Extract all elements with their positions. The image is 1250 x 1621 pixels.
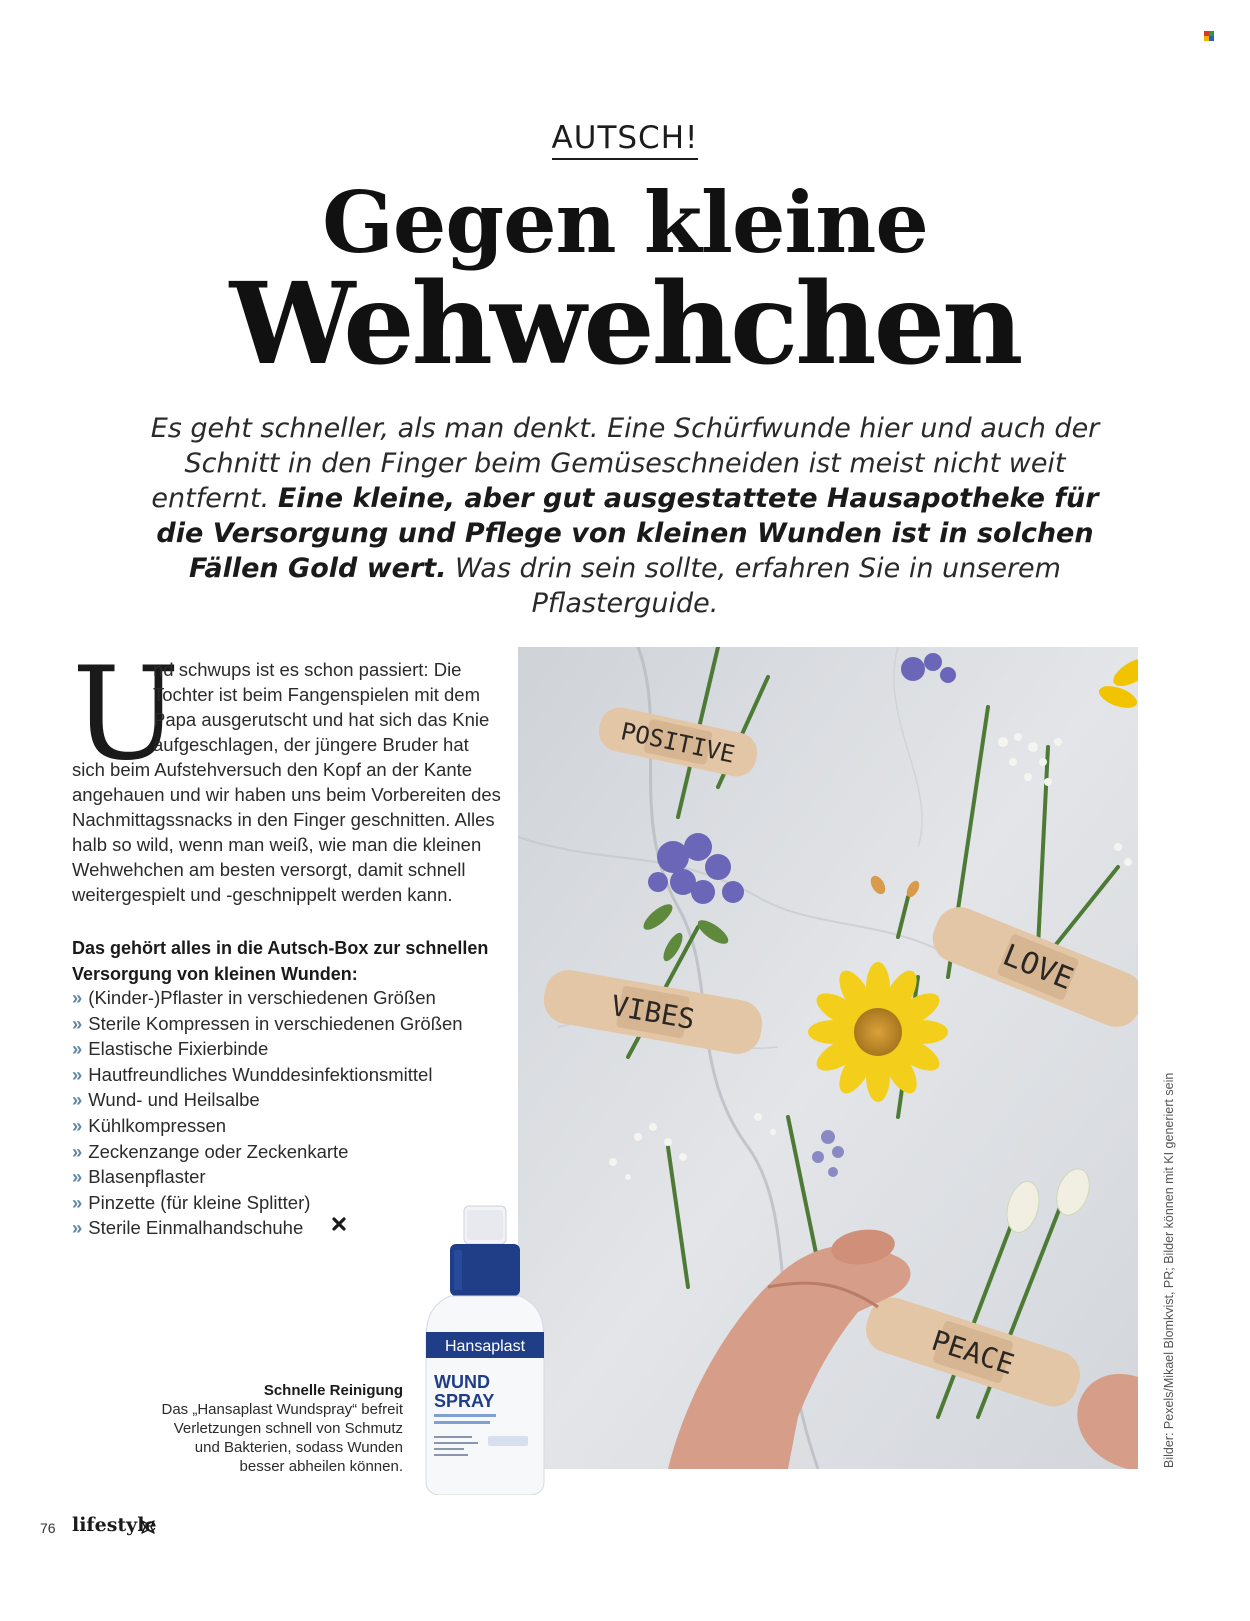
page-number: 76 [40,1520,56,1536]
wundspray-bottle [420,1200,550,1495]
body-line: Nachmittagssnacks in den Finger geschnitten. Alles [72,809,495,830]
bullet-chevron-icon: » [72,1038,83,1060]
svg-text:PEACE: PEACE [927,1323,1019,1382]
brand-star-icon [140,1519,156,1535]
list-item: » Zeckenzange oder Zeckenkarte [72,1140,349,1162]
intro-paragraph [140,411,1110,621]
drop-cap: U [72,640,180,789]
checklist-heading: Das gehört alles in die Autsch-Box zur schnellen Versorgung von kleinen Wunden: [72,938,489,984]
bullet-chevron-icon: » [72,987,83,1008]
intro-bold: Eine kleine, aber gut ausgestattete Hausapotheke für die Versorgung und Pflege von kleinen Wunden ist in solchen Fällen Gold wert. [156,483,1099,584]
list-item: » Elastische Fixierbinde [72,1038,269,1060]
body-line: Tochter ist beim Fangenspielen mit dem [153,684,480,705]
list-item: » Hautfreundliches Wunddesinfektionsmittel [72,1063,433,1085]
intro-text-2: Was drin sein sollte, erfahren Sie in unserem Pflasterguide. [446,553,1061,619]
body-line: sich beim Aufstehversuch den Kopf an der Kante [72,759,473,780]
body-line: weitergespielt und -geschnippelt werden kann. [72,884,453,905]
image-credit: Bilder: Pexels/Mikael Blomkvist, PR; Bilder können mit KI generiert sein [1162,1072,1176,1468]
bullet-chevron-icon: » [72,1063,83,1085]
bullet-chevron-icon: » [72,1217,83,1239]
bullet-chevron-icon: » [72,1114,83,1136]
product-line-2: SPRAY [434,1391,495,1411]
svg-text:VIBES: VIBES [608,988,698,1037]
svg-text:LOVE: LOVE [997,937,1078,998]
product-caption-text: Das „Hansaplast Wundspray“ befreit Verletzungen schnell von Schmutz und Bakterien, sodass Wunden besser abheilen können. [161,1401,403,1475]
checklist [72,985,463,1241]
headline-line-1: Gegen kleine [322,173,928,272]
magazine-brand: lifestyle [72,1514,157,1536]
intro-text-1: Es geht schneller, als man denkt. Eine Schürfwunde hier und auch der Schnitt in den Finger beim Gemüseschneiden ist meist nicht weit entfernt. [150,413,1100,514]
product-caption-heading: Schnelle Reinigung [263,1382,403,1399]
svg-text:POSITIVE: POSITIVE [618,717,738,769]
body-line: Papa ausgerutscht und hat sich das Knie [153,709,490,730]
product-brand: Hansaplast [444,1338,526,1355]
list-item: » Blasenpflaster [72,1166,206,1188]
list-item: » Kühlkompressen [72,1114,227,1136]
list-item: » Sterile Einmalhandschuhe [72,1217,304,1239]
list-item: » Sterile Kompressen in verschiedenen Größen [72,1012,463,1034]
kicker: AUTSCH! [0,120,1250,156]
list-item: » Pinzette (für kleine Splitter) [72,1191,311,1213]
bullet-chevron-icon: » [72,1140,83,1162]
color-mark-icon [1204,31,1214,41]
list-item: » Wund- und Heilsalbe [72,1089,260,1111]
body-line: angehauen und wir haben uns beim Vorbereiten des [72,784,501,805]
article-end-icon [332,1217,346,1231]
body-line: aufgeschlagen, der jüngere Bruder hat [153,734,469,755]
bullet-chevron-icon: » [72,1191,83,1213]
list-item: » (Kinder-)Pflaster in verschiedenen Größen [72,987,436,1008]
bullet-chevron-icon: » [72,1089,83,1111]
product-line-1: WUND [434,1372,490,1392]
bullet-chevron-icon: » [72,1166,83,1188]
body-line: halb so wild, wenn man weiß, wie man die kleinen [72,834,482,855]
headline-line-2: Wehwehchen [229,259,1021,390]
body-line: Wehwehchen am besten versorgt, damit schnell [72,859,466,880]
photo-plasters-flowers [518,647,1138,1469]
body-line: nd schwups ist es schon passiert: Die [153,659,462,680]
bullet-chevron-icon: » [72,1012,83,1034]
